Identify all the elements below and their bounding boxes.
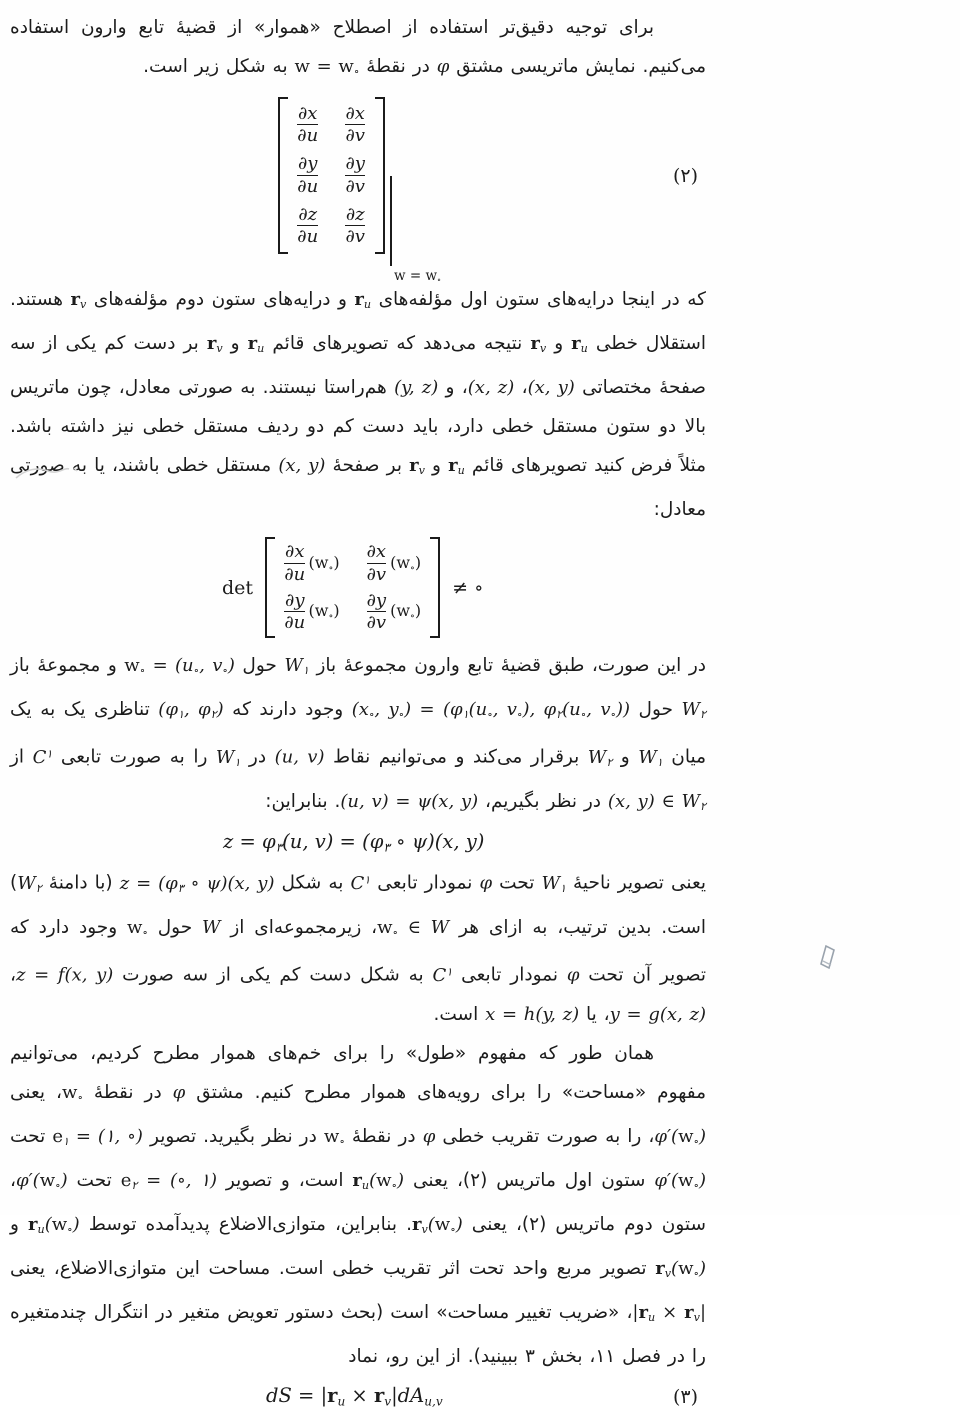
right-bracket: [430, 537, 440, 638]
paragraph-graph-forms: یعنی تصویر ناحیۀ $W_۱$ تحت φ نمودار تابعی $C^۱$ به شکل $z = (\varphi_۳$ ∘ ψ)(x, y) (با دامنۀ $W_۲$) است. بدین ترتیب، به ازای هر $w_\circ$ ∈ W، زیرمجموعه‌ای از W حول $w_\circ$ وجود دارد که تصویر آن تحت φ نمودار تابعی $C^۱$ به شکل دست کم یکی از سه صورت z = f(x, y)، y = g(x, z)، یا x = h(y, z) است.: [10, 872, 707, 1025]
equation-number-3: (۳): [672, 1385, 698, 1408]
matrix-grid: [291, 97, 372, 254]
equation-determinant: [222, 537, 706, 638]
evaluation-notation: [385, 97, 442, 285]
equation-z-composition: [223, 830, 706, 854]
determinant-matrix: [265, 537, 440, 638]
left-bracket: [278, 97, 288, 254]
right-bracket: [375, 97, 385, 254]
cell-dx-dv: $\frac{\partial x}{\partial v}$ $(w_\circ)$: [366, 541, 422, 585]
equation-surface-element: [10, 1384, 706, 1408]
paragraph-inverse-function-intro: برای توجیه دقیق‌تر استفاده از اصطلاح «هموار» از قضیۀ تابع وارون استفاده می‌کنیم. نمایش ماتریسی مشتق φ در نقطۀ $w = w_\circ$ به شکل زیر است.: [10, 17, 706, 79]
not-equal-zero: ≠ ∘: [452, 576, 484, 599]
matrix-grid: [278, 537, 427, 638]
evaluation-bar: [390, 176, 392, 266]
paragraph-inverse-function-theorem: در این صورت، طبق قضیۀ تابع وارون مجموعۀ باز $W_۱$ حول $w_\circ = (u_\circ$, $v_\circ$) و مجموعۀ باز $W_۲$ حول ($x_\circ$, $y_\circ) = (\varphi_۱(u_\circ$, $v_\circ$), $\varphi_۲(u_\circ$, $v_\circ$)) وجود دارند که ($\varphi_۱$, $\varphi_۲$) تناظری یک به یک میان $W_۱$ و $W_۲$ برقرار می‌کند و می‌توانیم نقاط (u, v) در $W_۱$ را به صورت تابعی $C^۱$ از (x, y) ∈ $W_۲$ در نظر بگیریم، (u, v) = ψ(x, y). بنابراین:: [10, 655, 706, 814]
paragraph-area-concept: همان طور که مفهوم «طول» را برای خم‌های هموار مطرح کردیم، می‌توانیم مفهوم «مساحت» را برای رویه‌های هموار مطرح کنیم. مشتق φ در نقطۀ $w_\circ،$ یعنی $\varphi'(w_\circ)،$ را به صورت تقریب خطی φ در نقطۀ $w_\circ$ در نظر بگیرید. تصویر $e_۱$ = (۱, ∘) تحت $\varphi'(w_\circ)$ ستون اول ماتریس (۲)، یعنی $r_u(w_\circ)$ است، و تصویر $e_۲$ = (∘, ۱) تحت $\varphi'(w_\circ)،$ ستون دوم ماتریس (۲)، یعنی $r_v(w_\circ)$. بنابراین، متوازی‌الاضلاع پدیدآمده توسط $r_u(w_\circ)$ و $r_v(w_\circ)$ تصویر مربع واحد تحت اثر تقریب خطی است. مساحت این متوازی‌الاضلاع، یعنی $|r_u$ × $r_v|،$ «ضریب تغییر مساحت» است (بحث دستور تعویض متغیر در انتگرال چندمتغیره را در فصل ۱۱، بخش ۳ ببینید). از این رو، نماد: [10, 1042, 707, 1368]
evaluation-point: $w = w_\circ$: [393, 267, 442, 285]
cell-dy-du: $\frac{\partial y}{\partial u}$ $(w_\circ)$: [284, 589, 340, 633]
text-column: [10, 8, 706, 1409]
cell-dx-du: $\frac{\partial x}{\partial u}$ $(w_\circ)$: [284, 541, 340, 585]
paragraph-column-entries: که در اینجا درایه‌های ستون اول مؤلفه‌های $r_u$ و درایه‌های ستون دوم مؤلفه‌های $r_v$ هستند. استقلال خطی $r_u$ و $r_v$ نتیجه می‌دهد که تصویرهای قائم $r_u$ و $r_v$ بر دست کم یکی از سه صفحۀ مختصاتی (x, y)، (x, z)، و (y, z) هم‌راستا نیستند. به صورتی معادل، چون ماتریس بالا دو ستون مستقل خطی دارد، باید دست کم دو ردیف مستقل خطی نیز داشته باشد. مثلاً فرض کنید تصویرهای قائم $r_u$ و $r_v$ بر صفحۀ (x, y) مستقل خطی باشند، یا به صورتی معادل:: [10, 289, 707, 521]
equation-jacobian-matrix: [10, 97, 706, 285]
jacobian-matrix: [278, 97, 442, 285]
partial-dz-dv: $\frac{\partial z}{\partial v}$: [345, 203, 365, 247]
partial-dy-du: $\frac{\partial y}{\partial u}$: [297, 153, 319, 197]
ds-formula: dS = $|r_u \times r_v|dA_{u,v}$: [266, 1384, 443, 1409]
scan-artifact-pen-mark: [812, 938, 842, 974]
equation-number-2: (۲): [672, 164, 698, 187]
partial-dx-du: $\frac{\partial x}{\partial u}$: [297, 103, 319, 147]
z-composition-formula: $z = \varphi_۳(u$, $v) = (\varphi_۳$ ∘ ψ)(x, y): [223, 830, 485, 855]
left-bracket: [265, 537, 275, 638]
partial-dx-dv: $\frac{\partial x}{\partial v}$: [345, 103, 365, 147]
cell-dy-dv: $\frac{\partial y}{\partial v}$ $(w_\circ)$: [366, 589, 422, 633]
partial-dy-dv: $\frac{\partial y}{\partial v}$: [345, 153, 365, 197]
det-operator: det: [222, 576, 254, 599]
partial-dz-du: $\frac{\partial z}{\partial u}$: [297, 203, 319, 247]
